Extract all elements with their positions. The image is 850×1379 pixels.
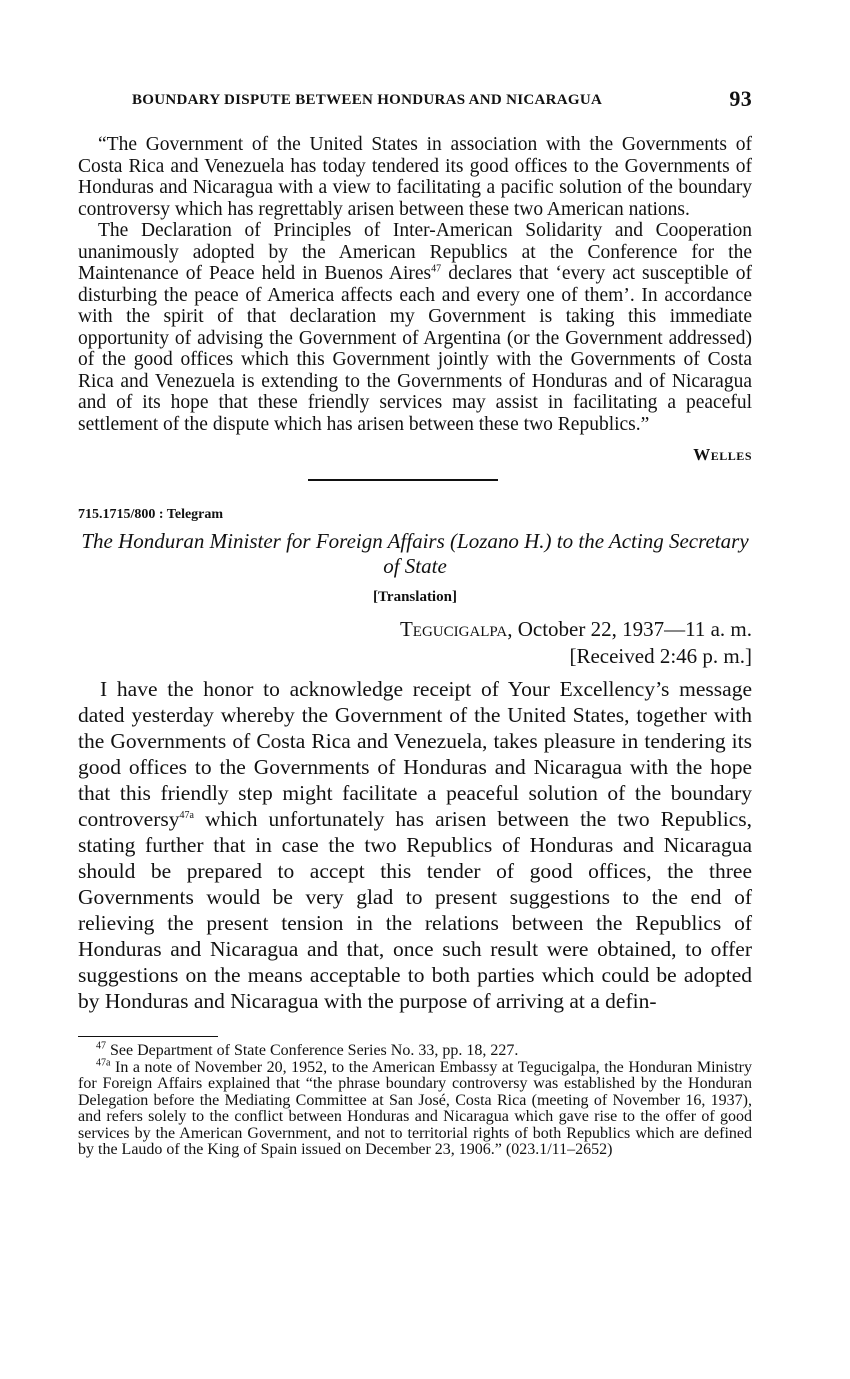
quoted-paragraph: “The Government of the United States in association with the Governments of Costa Rica and Venezuela has today tendered its good offices to the Governments of Honduras and Nicaragua with a view to facilitating a pacific solution of the boundary controversy which has regrettably arisen between these two American nations. (78, 134, 752, 220)
document-title: The Honduran Minister for Foreign Affairs (Lozano H.) to the Acting Secretary of State (81, 529, 749, 578)
telegram-body (78, 676, 752, 1014)
page-header (78, 86, 752, 116)
file-reference: 715.1715/800 : Telegram (78, 507, 224, 522)
received-time: [Received 2:46 p. m.] (569, 644, 752, 668)
footnote-divider (78, 1036, 218, 1037)
page-number: 93 (729, 86, 752, 111)
quoted-paragraph: The Declaration of Principles of Inter-American Solidarity and Cooperation unanimously adopted by the American Republics at the Conference for the Maintenance of Peace held in Buenos Aires$^{47}$ declares that ‘every act susceptible of disturbing the peace of America affects each and every one of them’. In accordance with the spirit of that declaration my Government is taking this immediate opportunity of advising the Government of Argentina (or the Government addressed) of the good offices which this Government jointly with the Governments of Costa Rica and Venezuela is extending to the Governments of Honduras and of Nicaragua and of its hope that these friendly services may assist in facilitating a peaceful settlement of the dispute which has arisen between these two Republics.” (78, 220, 752, 435)
document-page (78, 86, 752, 1159)
footnote-ref: 47 (431, 263, 442, 275)
footnote: $^{47a}$ In a note of November 20, 1952, to the American Embassy at Tegucigalpa, the Honduran Ministry for Foreign Affairs explained that “the phrase boundary controversy was established by the Honduran Delegation before the Mediating Committee at San José, Costa Rica (meeting of November 16, 1937), and refers solely to the conflict between Honduras and Nicaragua which gave rise to the offer of good services by the American Government, and not to territorial rights of both Republics which are defined by the Laudo of the King of Spain issued on December 23, 1906.” (023.1/11–2652) (78, 1057, 752, 1158)
body-paragraph: I have the honor to acknowledge receipt of Your Excellency’s message dated yesterday whereby the Government of the United States, together with the Governments of Costa Rica and Venezuela, takes pleasure in tendering its good offices to the Governments of Honduras and Nicaragua with the hope that this friendly step might facilitate a peaceful solution of the boundary controversy$^{47a}$ which unfortunately has arisen between the two Republics, stating further that in case the two Republics of Honduras and Nicaragua should be prepared to accept this tender of good offices, the three Governments would be very glad to present suggestions to the end of relieving the present tension in the relations between the Republics of Honduras and Nicaragua and that, once such result were obtained, to offer suggestions on the means acceptable to both parties which could be adopted by Honduras and Nicaragua with the purpose of arriving at a defin- (78, 677, 752, 1013)
footnotes (78, 1040, 752, 1159)
dateline-date: , October 22, 1937—11 a. m. (507, 617, 752, 641)
footnote: $^{47}$ See Department of State Conference Series No. 33, pp. 18, 227. (96, 1040, 519, 1059)
dateline-place: Tegucigalpa (399, 617, 508, 641)
dateline (78, 616, 752, 670)
translation-note: [Translation] (373, 589, 457, 605)
signature: Welles (693, 445, 752, 464)
quoted-message (78, 134, 752, 435)
running-title: BOUNDARY DISPUTE BETWEEN HONDURAS AND NICARAGUA (132, 92, 603, 108)
footnote-ref: 47a (179, 809, 194, 821)
section-divider (308, 479, 498, 481)
